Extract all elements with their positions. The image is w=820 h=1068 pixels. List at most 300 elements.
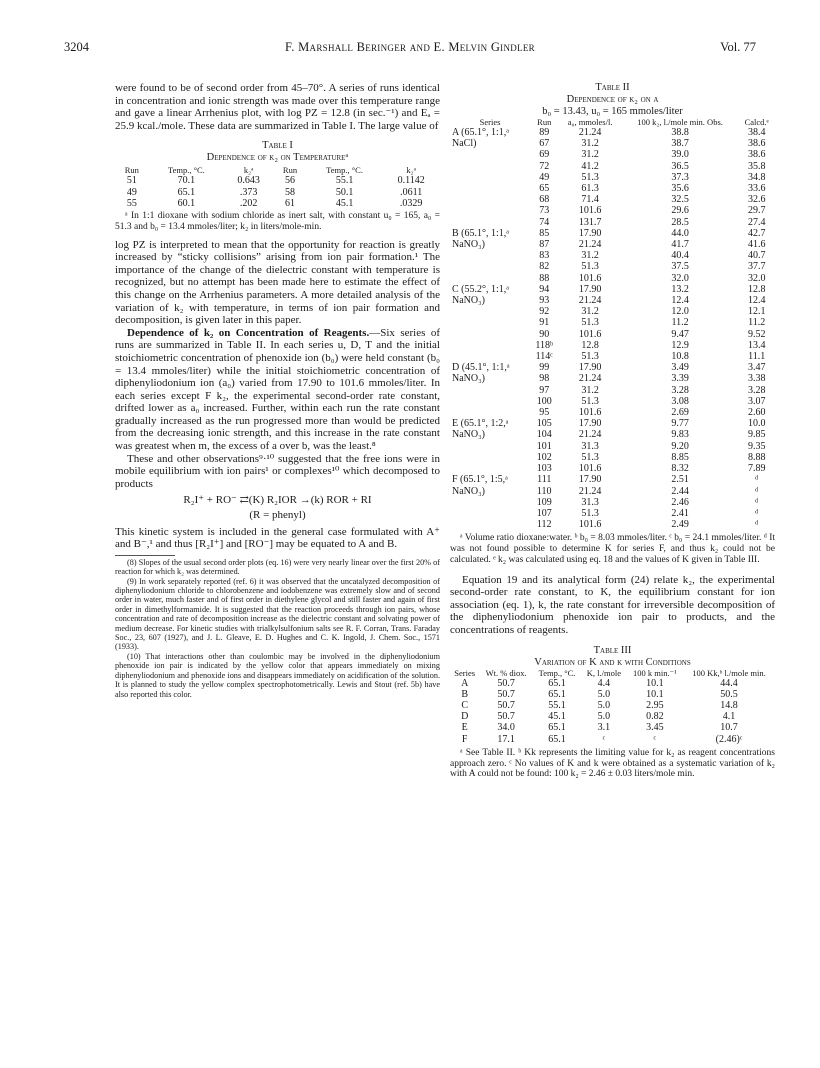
table-3-header-cell: Temp., °C.	[538, 667, 576, 678]
table-2-cell: 8.32	[671, 463, 689, 475]
table-2-cell: 51.3	[581, 451, 599, 463]
table-3-cell: 50.7	[497, 677, 515, 689]
table-3-footnote: ᵃ See Table II. ᵇ Kk represents the limiting value for k₂ as reagent concentrations approach zero. ᶜ No values of K and k were obtained as a systematic variation of k₂ with A could not be found: 100 k₂ = 2.46 ± 0.03 liters/mole min.	[450, 747, 775, 780]
table-2-cell: 12.9	[671, 339, 689, 351]
table-2-cell	[450, 452, 530, 463]
table-2-cell: 41.7	[671, 239, 689, 251]
table-2-row	[450, 138, 775, 149]
table-2-row	[450, 385, 775, 396]
table-1-row	[115, 187, 440, 198]
table-2-cell: NaNO₃)	[452, 485, 485, 497]
table-2-cell	[450, 317, 530, 328]
table-2-cell	[450, 385, 530, 396]
table-2-cell: 9.85	[747, 429, 766, 441]
table-2-cell: 21.24	[578, 485, 602, 497]
table-2-cell: F (65.1°, 1:5,ᵃ	[452, 474, 508, 486]
table-2-cell	[450, 217, 530, 228]
table-2-cell: 111	[537, 474, 552, 486]
table-2-title: Dependence of k₂ on a	[566, 94, 659, 105]
table-2-cell: 83	[539, 250, 550, 262]
table-3-cell: 45.1	[548, 711, 566, 723]
table-2-cell: 51.3	[581, 395, 599, 407]
table-3-body	[450, 678, 775, 745]
table-1-cell: 55.1	[335, 175, 354, 187]
table-2-cell: 110	[536, 485, 552, 497]
table-3-row	[450, 711, 775, 722]
table-2-cell: 51.3	[581, 351, 599, 363]
table-2-cell	[450, 250, 530, 261]
table-3-header-cell: K, l./mole	[586, 667, 622, 678]
table-3-header-cell: Wt. % diox.	[485, 667, 527, 678]
table-1-footnote: ᵃ In 1:1 dioxane with sodium chloride as inert salt, with constant u₀ = 165, a₀ = 51.3 and b₀ = 13.4 mmoles/liter; k₂ in liters/mole-min.	[115, 210, 440, 232]
table-2-cell: 67	[539, 138, 550, 150]
table-2-cell: 17.90	[578, 227, 602, 239]
table-2-cell: 36.5	[671, 160, 689, 172]
table-2-cell: 102	[536, 451, 552, 463]
table-2-cell: 38.7	[671, 138, 689, 150]
table-3-cell: 50.5	[720, 688, 738, 700]
table-1-header-cell: Temp., °C.	[326, 165, 363, 176]
table-2-cell: 3.39	[671, 373, 689, 385]
right-column	[450, 82, 775, 780]
table-2-cell: ᵈ	[755, 485, 759, 497]
table-2-cell: 131.7	[578, 216, 602, 228]
table-2-cell: NaNO₃)	[452, 295, 485, 307]
table-2-cell	[450, 340, 530, 351]
table-2-cell: 51.3	[581, 261, 599, 273]
table-3-cell: 5.0	[597, 688, 611, 700]
table-1-cell: 45.1	[335, 197, 354, 209]
table-2-cell: 13.4	[747, 339, 766, 351]
table-2-cell: 101	[536, 440, 552, 452]
table-2-cell: ᵈ	[755, 496, 759, 508]
table-2-cell: 40.4	[671, 250, 689, 262]
table-2-row	[450, 172, 775, 183]
table-2-cell: 17.90	[578, 474, 602, 486]
table-2-row	[450, 362, 775, 373]
table-1-cell: 65.1	[177, 186, 196, 198]
table-2-row	[450, 205, 775, 216]
table-2-row	[450, 183, 775, 194]
table-2-cell: 51.3	[581, 317, 599, 329]
table-2-cell	[450, 407, 530, 418]
table-2-cell: 61.3	[581, 183, 599, 195]
table-1-cell: .202	[239, 197, 258, 209]
table-2-cell: 3.07	[747, 395, 766, 407]
table-2-cell: A (65.1°, 1:1,ᵃ	[452, 127, 510, 138]
table-1-grid	[115, 166, 440, 209]
table-3-header-cell: Series	[454, 667, 476, 678]
table-2-cell: 31.3	[581, 496, 599, 508]
table-2-header-cell: a₀, mmoles/l.	[567, 117, 613, 127]
table-2-cell: 94	[539, 283, 550, 295]
table-3-row	[450, 700, 775, 711]
table-2-cell: C (55.2°, 1:1,ᵃ	[452, 283, 510, 295]
table-2-row	[450, 239, 775, 250]
table-1-cell: .0611	[400, 186, 423, 198]
table-2-cell: 31.2	[581, 306, 599, 318]
table-2-cell: 21.24	[578, 127, 602, 138]
table-1-header-cell: Temp., °C.	[167, 165, 205, 176]
table-2-cell: 51.3	[581, 507, 599, 519]
table-2-row	[450, 329, 775, 340]
page-header	[64, 40, 756, 58]
table-2-cell: 91	[539, 317, 550, 329]
table-2-row	[450, 474, 775, 485]
table-2-cell: D (45.1°, 1:1,ᵃ	[452, 362, 510, 374]
table-2-cell: 35.6	[671, 183, 689, 195]
table-2-cell	[450, 463, 530, 474]
table-3-cell: A	[461, 677, 469, 689]
table-2-row	[450, 351, 775, 362]
table-3-cell: 50.7	[497, 700, 515, 712]
table-3-row	[450, 722, 775, 733]
table-2-cell: 101.6	[578, 272, 602, 284]
table-2-row	[450, 429, 775, 440]
paragraph-series: —Six series of runs are summarized in Table II. In each series u, D, T and the initial stoichiometric concentration of phenoxide ion (b₀) were held constant (b₀ = 13.4 mmoles/liter) while the initial stoichiometric concentration of diphenyliodonium ion (a₀) varied from 17.90 to 101.6 mmoles/liter. In each series except F k₂, the experimental second-order rate constant, drifted lower as a₀ increased. Further, within each run the rate constant gradually increased as the run progressed more than would be predicted from the decreasing ionic strength, and this increase in the rate constant was greatest when m, the excess of a over b, was the least.⁸	[115, 326, 440, 453]
table-3-cell: C	[461, 700, 469, 712]
table-2-cell: 73	[539, 205, 550, 217]
table-2-cell	[450, 149, 530, 160]
paragraph-kinetic-system: This kinetic system is included in the general case formulated with A⁺ and B⁻,¹ and thus [R₂I⁺] and [RO⁻] may be equated to A and B.	[115, 525, 440, 551]
table-1-row	[115, 198, 440, 209]
table-1-title: Dependence of k₂ on Temperatureᵃ	[206, 152, 349, 164]
table-2-cell: 31.2	[581, 138, 599, 150]
table-2-cell: 2.41	[671, 507, 689, 519]
table-2-cell: 38.4	[747, 127, 766, 138]
table-2-subtitle: b₀ = 13.43, u₀ = 165 mmoles/liter	[542, 106, 683, 117]
table-2-row	[450, 127, 775, 138]
table-2-cell: 31.3	[581, 440, 599, 452]
table-3-cell: 65.1	[548, 688, 566, 700]
table-2-cell: 37.7	[747, 261, 766, 273]
table-3-cell: 3.1	[597, 722, 611, 734]
table-2-cell: 9.77	[671, 418, 689, 430]
table-1-cell: 58	[285, 186, 295, 198]
footnote-10: (10) That interactions other than coulombic may be involved in the diphenyliodonium phenoxide ion pair is indicated by the yellow color that appears immediately on mixing diphenyliodonium and phenoxide ions and disappears immediately on acidification of the solution. It is planned to study the yellow complex spectrophotometrically. Lewis and Stout (ref. 5b) have also reported this color.	[115, 651, 440, 699]
table-3-cell: 4.4	[597, 677, 611, 689]
table-1-cell: .0329	[399, 197, 423, 209]
table-2-row	[450, 519, 775, 530]
table-2-label: Table II	[595, 82, 630, 93]
table-2-cell: 9.35	[747, 440, 766, 452]
table-2-cell: 11.2	[748, 317, 766, 329]
table-1-body	[115, 175, 440, 209]
table-3-cell: 17.1	[497, 733, 515, 745]
table-3-cell: ᶜ	[602, 733, 606, 745]
table-3-cell: F	[461, 733, 468, 745]
table-2-cell: 12.0	[671, 306, 689, 318]
table-2-row	[450, 340, 775, 351]
table-2-cell	[450, 519, 530, 530]
table-2-cell: 2.49	[671, 519, 689, 531]
table-2-cell: 13.2	[671, 283, 689, 295]
table-2-cell: 101.6	[578, 328, 602, 340]
volume-label: Vol. 77	[720, 40, 756, 54]
table-3-header-row	[450, 669, 775, 678]
table-2-cell: 72	[539, 160, 550, 172]
table-2-cell: 9.20	[671, 440, 689, 452]
table-2-cell	[450, 205, 530, 216]
table-2-cell: 3.28	[671, 384, 689, 396]
footnote-9: (9) In work separately reported (ref. 6) it was observed that the uncatalyzed decomposition of diphenyliodonium chloride to chlorobenzene and iodobenzene was extremely slow and of second order in water, much faster and of first order in diethylene glycol and still faster and again of first order in dimethylformamide. It is suggested that the reaction proceeds through ion pairs, whose concentration and rate of decomposition increase as the dielectric constant and solvating power of medium decrease. For kinetic studies with trialkylsulfonium salts see R. F. Corran, Trans. Faraday Soc., 23, 607 (1927), and J. L. Gleave, E. D. Hughes and C. K. Ingold, J. Chem. Soc., 1571 (1933).	[115, 576, 440, 652]
table-2-cell: ᵈ	[755, 507, 759, 519]
table-2-cell: 7.89	[747, 463, 766, 475]
table-3-title: Variation of K and k with Conditions	[534, 656, 691, 668]
table-2-cell: 88	[539, 272, 550, 284]
table-3-label: Table III	[593, 644, 632, 656]
table-2-cell: 105	[536, 418, 552, 430]
left-column	[115, 82, 440, 699]
table-2-row	[450, 284, 775, 295]
table-1-header-cell: Run	[282, 165, 298, 176]
table-2-cell: 9.52	[747, 328, 766, 340]
table-2-cell	[450, 306, 530, 317]
table-2-cell: 112	[536, 519, 552, 531]
table-2-cell	[450, 441, 530, 452]
table-3-cell: 65.1	[548, 722, 566, 734]
table-2-cell: 2.60	[747, 407, 766, 419]
table-2-cell	[450, 396, 530, 407]
table-2-cell: 31.2	[581, 384, 599, 396]
table-2-cell: B (65.1°, 1:1,ᵃ	[452, 227, 510, 239]
table-2-row	[450, 228, 775, 239]
table-2-cell: 109	[536, 496, 552, 508]
table-2-cell: 98	[539, 373, 550, 385]
table-3-cell: 10.7	[720, 722, 738, 734]
table-3-cell: E	[461, 722, 468, 734]
table-2-cell: 118ᵇ	[535, 339, 554, 351]
table-2-cell: 12.4	[671, 295, 689, 307]
table-2-cell: ᵈ	[755, 519, 759, 531]
table-2-cell: 38.6	[747, 138, 766, 150]
table-2-row	[450, 317, 775, 328]
table-2-cell: 103	[536, 463, 552, 475]
table-2-cell: 71.4	[581, 194, 599, 206]
table-2-row	[450, 261, 775, 272]
table-2-cell: 3.49	[671, 362, 689, 374]
table-1-header-cell: k₂ᵃ	[406, 165, 416, 176]
table-2-header-cell: Series	[479, 117, 501, 127]
table-2-cell: 12.4	[747, 295, 766, 307]
table-2-cell	[450, 273, 530, 284]
table-2-cell: 31.2	[581, 250, 599, 262]
table-2-cell: 39.0	[671, 149, 689, 161]
table-2-cell: 37.5	[671, 261, 689, 273]
table-3-header-cell: 100 Kk,ᵇ l./mole min.	[692, 667, 766, 678]
table-1-cell: .373	[239, 186, 258, 198]
table-2-cell: 82	[539, 261, 550, 273]
table-2-cell: 35.8	[747, 160, 766, 172]
table-1-cell: 51	[126, 175, 137, 187]
table-3-cell: 2.95	[646, 700, 664, 712]
table-1-cell: 70.1	[177, 175, 196, 187]
table-2-cell: 28.5	[671, 216, 689, 228]
table-2-cell: 38.6	[747, 149, 766, 161]
table-2-cell: 33.6	[747, 183, 766, 195]
footnote-divider	[115, 555, 175, 556]
table-1-header-row	[115, 166, 440, 175]
table-2-cell: 21.24	[578, 373, 602, 385]
table-2-cell: 101.6	[578, 463, 602, 475]
table-2-cell: 42.7	[747, 227, 766, 239]
table-2-cell: 9.47	[671, 328, 689, 340]
table-2-header-cell: 100 k₂, l./mole min. Obs.	[637, 117, 723, 127]
table-2-cell: 34.8	[747, 171, 766, 183]
table-2-cell	[450, 508, 530, 519]
table-3-cell: 10.1	[646, 677, 664, 689]
table-2-cell: 21.24	[578, 239, 602, 251]
table-2-cell: 9.83	[671, 429, 689, 441]
table-3-cell: D	[461, 711, 469, 723]
table-2-cell: 104	[536, 429, 552, 441]
table-2-cell: 12.8	[581, 339, 599, 351]
table-1-cell: 60.1	[177, 197, 196, 209]
table-2-cell: 11.1	[748, 351, 766, 363]
table-3-cell: 10.1	[646, 688, 664, 700]
table-3-header-cell: 100 k min.⁻¹	[633, 667, 677, 678]
table-2-cell: 101.6	[578, 519, 602, 531]
table-2-cell: 87	[539, 239, 550, 251]
table-3-cell: 5.0	[597, 700, 611, 712]
table-1-header-cell: k₂ᵃ	[243, 165, 254, 176]
table-3-cell: 34.0	[497, 722, 515, 734]
table-2-cell: 21.24	[578, 429, 602, 441]
table-2-cell: 38.8	[671, 127, 689, 138]
table-2-cell: NaNO₃)	[452, 429, 485, 441]
table-1-cell: 61	[285, 197, 295, 209]
table-2-cell: 68	[539, 194, 550, 206]
table-2-cell: 3.08	[671, 395, 689, 407]
table-2	[450, 82, 775, 566]
table-2-cell: 21.24	[578, 295, 602, 307]
paragraph-observations: These and other observations⁹·¹⁰ suggested that the free ions were in mobile equilibrium with ion pairs¹ or complexes¹⁰ which decomposed to products	[115, 452, 440, 490]
table-2-cell: 90	[539, 328, 550, 340]
table-3-row	[450, 734, 775, 745]
table-2-cell: 32.5	[671, 194, 689, 206]
table-2-cell: 97	[539, 384, 550, 396]
table-2-cell: 17.90	[578, 362, 602, 374]
paragraph-arrhenius: were found to be of second order from 45–70°. A series of runs identical in concentration and ionic strength was made over this temperature range and gave a linear Arrhenius plot, with log PZ = 12.8 (in sec.⁻¹) and Eₐ = 25.9 kcal./mole. These data are summarized in Table I. The large value of	[115, 82, 440, 132]
table-2-cell: 51.3	[581, 171, 599, 183]
table-2-header-cell: Calcd.ᵉ	[744, 117, 769, 127]
table-2-cell: 69	[539, 149, 550, 161]
table-2-cell: 8.88	[747, 451, 766, 463]
table-2-row	[450, 452, 775, 463]
table-2-cell	[450, 172, 530, 183]
table-2-cell: 85	[539, 227, 550, 239]
section-heading-concentration: Dependence of k₂ on Concentration of Reagents.	[127, 326, 370, 339]
table-2-cell: NaNO₃)	[452, 373, 485, 385]
table-2-cell	[450, 497, 530, 508]
table-2-cell: 44.0	[671, 227, 689, 239]
table-2-cell: 31.2	[581, 149, 599, 161]
page-number: 3204	[64, 40, 89, 54]
table-2-cell: ᵈ	[755, 474, 759, 486]
table-2-cell: 107	[536, 507, 552, 519]
paragraph-equation-19: Equation 19 and its analytical form (24) relate k₂, the experimental second-order rate constant, to K, the equilibrium constant for ion association (eq. 1), k, the rate constant for irreversible decomposition of the diphenyliodonium phenoxide ion pair to products, and the concentrations of reagents.	[450, 573, 775, 637]
table-2-row	[450, 407, 775, 418]
table-2-cell: 114ᶜ	[535, 351, 553, 363]
table-2-cell: 65	[539, 183, 550, 195]
table-2-row	[450, 273, 775, 284]
table-3-row	[450, 689, 775, 700]
table-3-cell: 55.1	[548, 700, 566, 712]
table-3-cell: (2.46)ᶜ	[715, 733, 743, 745]
table-3-cell: 65.1	[548, 733, 566, 745]
table-3-cell: 5.0	[597, 711, 611, 723]
table-2-cell: 101.6	[578, 407, 602, 419]
table-3-cell: 50.7	[497, 711, 515, 723]
table-2-cell: 92	[539, 306, 550, 318]
table-3-cell: 3.45	[646, 722, 664, 734]
table-3-cell: 14.8	[720, 700, 738, 712]
table-2-cell: 41.2	[581, 160, 599, 172]
table-2-cell: 3.38	[747, 373, 766, 385]
table-2-cell: 99	[539, 362, 550, 374]
footnote-8: (8) Slopes of the usual second order plots (eq. 16) were very nearly linear over the first 20% of reaction for which k₂ was determined.	[115, 557, 440, 577]
table-2-cell: 8.85	[671, 451, 689, 463]
table-2-row	[450, 217, 775, 228]
table-2-row	[450, 161, 775, 172]
table-2-cell	[450, 329, 530, 340]
table-2-cell: 2.44	[671, 485, 689, 497]
table-2-cell: 32.6	[747, 194, 766, 206]
table-3-grid	[450, 669, 775, 745]
table-2-cell: 74	[539, 216, 550, 228]
table-2-cell: 89	[539, 127, 550, 138]
table-3-cell: 0.82	[646, 711, 664, 723]
table-2-cell: 41.6	[747, 239, 766, 251]
table-3-cell: 50.7	[497, 688, 515, 700]
table-3-cell: 4.1	[722, 711, 736, 723]
table-2-cell: 2.51	[671, 474, 689, 486]
table-2-cell: 12.1	[747, 306, 766, 318]
table-2-cell: 10.8	[671, 351, 689, 363]
running-title: F. Marshall Beringer and E. Melvin Gindler	[285, 40, 535, 54]
table-3-cell: 44.4	[720, 677, 738, 689]
table-3	[450, 645, 775, 781]
table-2-row	[450, 373, 775, 384]
table-2-row	[450, 295, 775, 306]
table-2-row	[450, 149, 775, 160]
table-3-cell: B	[461, 688, 469, 700]
table-2-row	[450, 508, 775, 519]
table-2-row	[450, 463, 775, 474]
table-1	[115, 140, 440, 232]
table-2-row	[450, 497, 775, 508]
table-2-cell: 3.47	[747, 362, 766, 374]
table-1-cell: 55	[126, 197, 137, 209]
table-2-cell: 17.90	[578, 283, 602, 295]
table-2-cell: 100	[536, 395, 552, 407]
table-2-cell	[450, 194, 530, 205]
table-2-row	[450, 418, 775, 429]
table-2-header-row	[450, 118, 775, 127]
table-2-grid	[450, 118, 775, 530]
table-1-cell: 49	[126, 186, 137, 198]
table-1-cell: 0.1142	[397, 175, 425, 187]
table-1-header-cell: Run	[124, 165, 139, 176]
reaction-equation-note: (R = phenyl)	[249, 509, 306, 522]
table-2-cell: 49	[539, 171, 550, 183]
table-2-cell	[450, 161, 530, 172]
table-1-cell: 56	[285, 175, 295, 187]
table-1-cell: 0.643	[237, 175, 260, 187]
table-2-row	[450, 486, 775, 497]
paragraph-log-pz: log PZ is interpreted to mean that the opportunity for reaction is greatly increased by “sticky collisions” arising from ion pair formation.¹ The importance of the change of the dielectric constant with temperature is recognized, but no attempt has been made here to estimate the effect of this change on the Arrhenius parameters. A more detailed analysis of the variation of k₂ with temperature, in terms of ion pair formation and decomposition, is given later in this paper.	[115, 238, 440, 327]
table-2-cell: 37.3	[671, 171, 689, 183]
